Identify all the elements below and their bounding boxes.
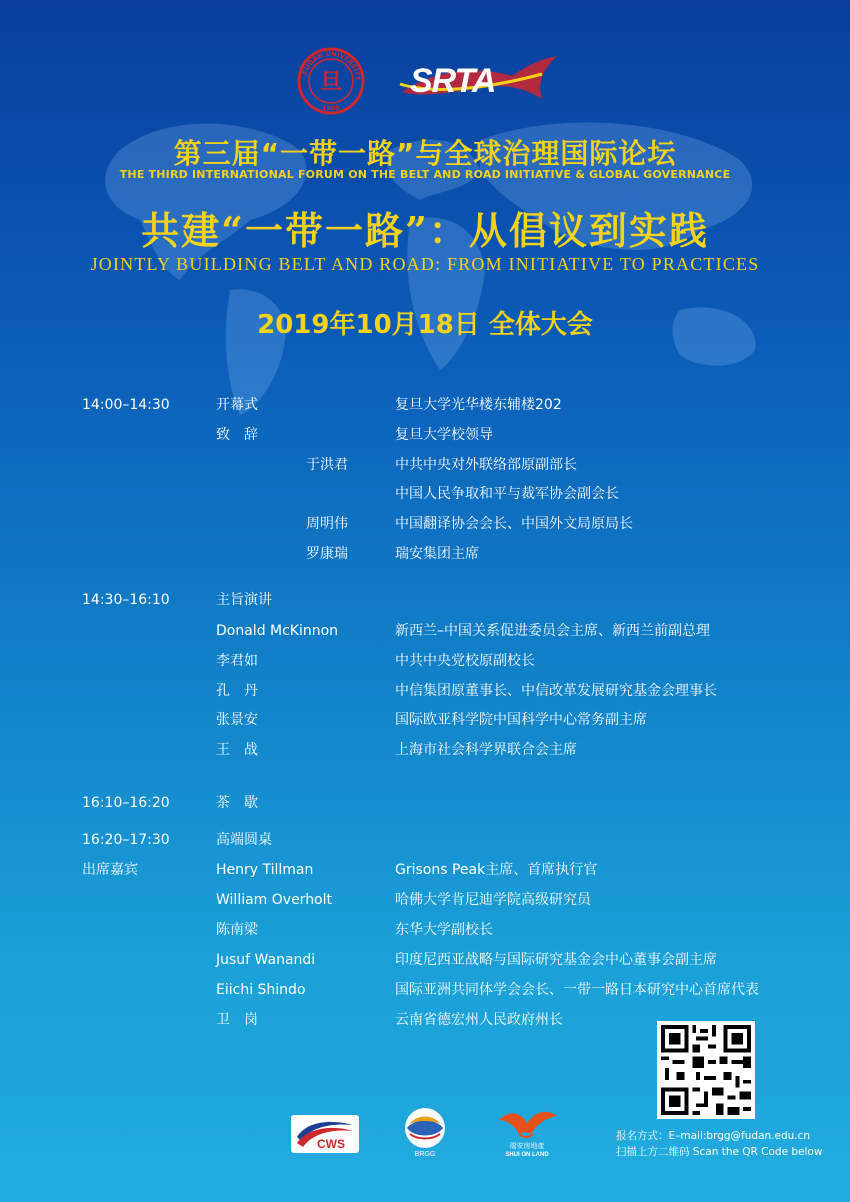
agenda-row [0,482,850,506]
speaker-name: 孔 丹 [216,683,258,699]
svg-text:SHUI ON LAND: SHUI ON LAND [505,1152,549,1158]
agenda-desc: 哈佛大学肯尼迪学院高级研究员 [395,892,591,908]
agenda-time: 16:20–17:30 [82,832,170,848]
agenda-item: 致 辞 [216,427,258,443]
srta-logo [392,54,562,104]
agenda-desc: 复旦大学光华楼东辅楼202 [395,397,562,413]
registration-contact [616,1128,822,1160]
brgg-logo [400,1106,450,1158]
agenda-desc: 云南省德宏州人民政府州长 [395,1012,563,1028]
agenda-item: 开幕式 [216,397,258,413]
agenda-row [0,918,850,942]
forum-title-cn: 第三届“一带一路”与全球治理国际论坛 [173,137,677,170]
agenda-desc: 上海市社会科学界联合会主席 [395,742,577,758]
agenda-row [0,888,850,912]
svg-text:BRGG: BRGG [414,1151,436,1158]
agenda-desc: 中共中央对外联络部原副部长 [395,457,577,473]
svg-text:SRTA: SRTA [410,62,496,100]
date-session-heading: 2019年10月18日 全体大会 [257,310,593,340]
agenda-row [0,978,850,1002]
agenda-row [0,512,850,536]
speaker-name: 罗康瑞 [306,546,348,562]
speaker-name: 陈南梁 [216,922,258,938]
theme-title-cn: 共建“一带一路”：从倡议到实践 [141,208,709,253]
agenda-desc: 印度尼西亚战略与国际研究基金会中心董事会副主席 [395,952,717,968]
fudan-university-seal [296,46,366,116]
agenda-row [0,588,850,612]
agenda-item: 高端圆桌 [216,832,272,848]
forum-title-en: THE THIRD INTERNATIONAL FORUM ON THE BELT AND ROAD INITIATIVE & GLOBAL GOVERNANCE [119,168,731,181]
agenda-desc: 中共中央党校原副校长 [395,653,535,669]
svg-text:瑞安房地產: 瑞安房地產 [509,1142,545,1150]
agenda-row [0,828,850,852]
agenda-desc: Grisons Peak主席、首席执行官 [395,862,598,878]
speaker-name: 王 战 [216,742,258,758]
speaker-name: William Overholt [216,892,333,908]
agenda-desc: 中国翻译协会会长、中国外文局原局长 [395,516,633,532]
speaker-name: 李君如 [216,653,258,669]
agenda-item: 茶 歇 [216,795,258,811]
svg-text:旦: 旦 [319,69,343,95]
guests-label: 出席嘉宾 [82,862,138,878]
scan-instruction: 扫描上方二维码 Scan the QR Code below [616,1146,823,1158]
agenda-row [0,423,850,447]
speaker-name: Donald McKinnon [216,623,339,639]
cws-logo [291,1115,359,1153]
speaker-name: Eiichi Shindo [216,982,306,998]
agenda-time: 16:10–16:20 [82,795,170,811]
agenda-row [0,858,850,882]
shui-on-land-logo [493,1106,561,1158]
svg-text:CWS: CWS [317,1137,345,1151]
top-logos [0,40,850,120]
agenda-desc: 新西兰–中国关系促进委员会主席、新西兰前副总理 [395,623,710,639]
svg-text:FUDAN UNIVERSITY: FUDAN UNIVERSITY [300,49,363,82]
agenda-row [0,619,850,643]
agenda-row [0,393,850,417]
agenda-item: 主旨演讲 [216,592,272,608]
agenda-row [0,708,850,732]
agenda-desc: 东华大学副校长 [395,922,493,938]
agenda-desc: 中国人民争取和平与裁军协会副会长 [395,486,619,502]
agenda-row [0,948,850,972]
qr-code-icon [657,1021,755,1119]
agenda-row [0,453,850,477]
agenda-row [0,679,850,703]
speaker-name: 周明伟 [306,516,348,532]
theme-title-en: JOINTLY BUILDING BELT AND ROAD: FROM INITIATIVE TO PRACTICES [90,254,760,274]
speaker-name: 张景安 [216,712,258,728]
speaker-name: 于洪君 [306,457,348,473]
svg-text:1905: 1905 [321,104,341,112]
agenda-row [0,738,850,762]
speaker-name: Henry Tillman [216,862,314,878]
agenda-row [0,791,850,815]
agenda-row [0,542,850,566]
agenda-time: 14:00–14:30 [82,397,170,413]
registration-qr-code[interactable] [657,1021,755,1119]
agenda-desc: 国际欧亚科学院中国科学中心常务副主席 [395,712,647,728]
agenda-desc: 国际亚洲共同体学会会长、一带一路日本研究中心首席代表 [395,982,759,998]
agenda-row [0,649,850,673]
agenda-desc: 复旦大学校领导 [395,427,493,443]
speaker-name: 卫 岗 [216,1012,258,1028]
agenda-desc: 瑞安集团主席 [395,546,479,562]
agenda-time: 14:30–16:10 [82,592,170,608]
speaker-name: Jusuf Wanandi [216,952,316,968]
agenda-desc: 中信集团原董事长、中信改革发展研究基金会理事长 [395,683,717,699]
registration-email[interactable]: 报名方式：E–mail:brgg@fudan.edu.cn [616,1130,811,1142]
